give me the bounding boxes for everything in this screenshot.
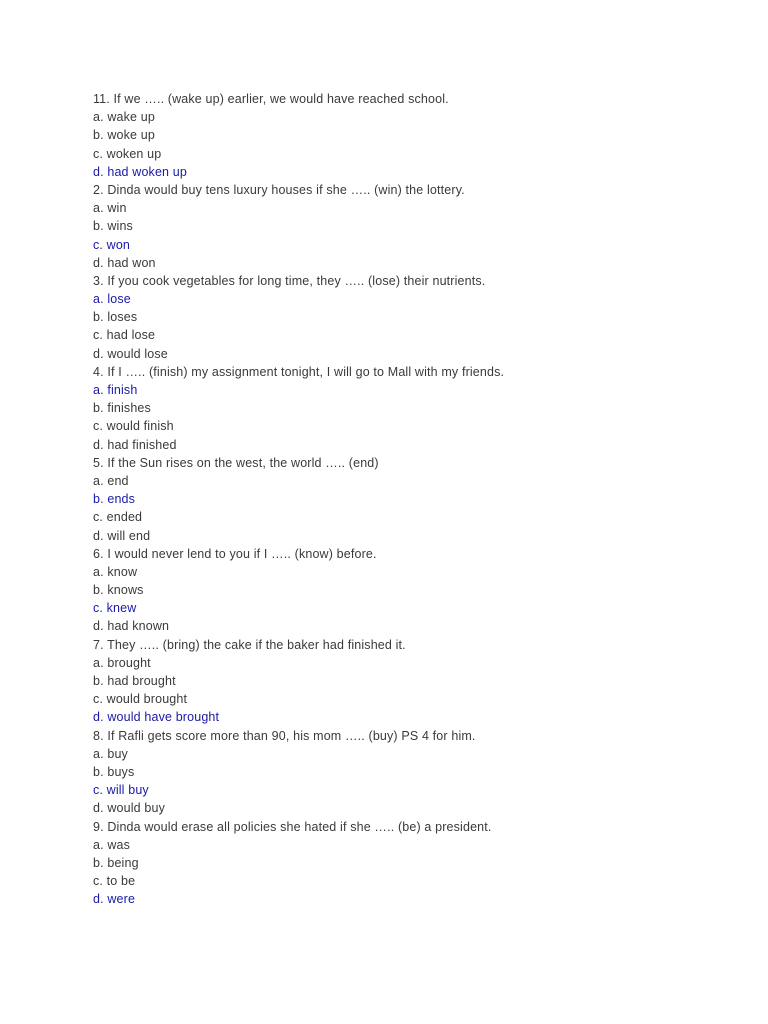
question-block xyxy=(93,272,733,363)
question-block xyxy=(93,90,733,181)
option: a. buy xyxy=(93,746,128,761)
answer-option: b. ends xyxy=(93,492,136,507)
question-block xyxy=(93,727,733,818)
quiz-document xyxy=(93,90,733,908)
answer-option: c. knew xyxy=(93,601,137,616)
option: b. loses xyxy=(93,310,138,325)
option: d. would lose xyxy=(93,346,168,361)
question-text: 2. Dinda would buy tens luxury houses if she ….. (win) the lottery. xyxy=(93,182,465,197)
option: c. to be xyxy=(93,874,136,889)
answer-option: d. had woken up xyxy=(93,164,187,179)
option: b. knows xyxy=(93,583,144,598)
option: c. ended xyxy=(93,510,143,525)
question-block xyxy=(93,818,733,909)
question-block xyxy=(93,454,733,545)
answer-option: a. lose xyxy=(93,292,131,307)
answer-option: c. will buy xyxy=(93,783,149,798)
question-block xyxy=(93,181,733,272)
option: b. wins xyxy=(93,219,133,234)
question-text: 6. I would never lend to you if I ….. (know) before. xyxy=(93,546,377,561)
question-block xyxy=(93,636,733,727)
question-text: 9. Dinda would erase all policies she hated if she ….. (be) a president. xyxy=(93,819,492,834)
question-text: 3. If you cook vegetables for long time, they ….. (lose) their nutrients. xyxy=(93,273,486,288)
answer-option: c. won xyxy=(93,237,131,252)
option: a. was xyxy=(93,837,131,852)
question-text: 11. If we ….. (wake up) earlier, we would have reached school. xyxy=(93,92,449,106)
option: b. being xyxy=(93,855,139,870)
answer-option: d. would have brought xyxy=(93,710,220,725)
option: b. finishes xyxy=(93,401,151,416)
question-text: 5. If the Sun rises on the west, the world ….. (end) xyxy=(93,455,379,470)
question-block xyxy=(93,545,733,636)
option: d. would buy xyxy=(93,801,165,816)
option: c. had lose xyxy=(93,328,156,343)
option: d. will end xyxy=(93,528,151,543)
option: c. woken up xyxy=(93,146,162,161)
option: a. wake up xyxy=(93,110,155,125)
option: b. woke up xyxy=(93,128,155,143)
option: a. brought xyxy=(93,655,151,670)
option: b. had brought xyxy=(93,674,176,688)
option: a. know xyxy=(93,564,138,579)
option: b. buys xyxy=(93,764,135,779)
answer-option: d. were xyxy=(93,892,136,907)
option: d. had won xyxy=(93,255,156,270)
option: c. would brought xyxy=(93,692,188,707)
option: d. had known xyxy=(93,619,170,634)
question-text: 8. If Rafli gets score more than 90, his mom ….. (buy) PS 4 for him. xyxy=(93,728,476,743)
option: d. had finished xyxy=(93,437,177,452)
question-text: 4. If I ….. (finish) my assignment tonight, I will go to Mall with my friends. xyxy=(93,364,505,379)
question-text: 7. They ….. (bring) the cake if the baker had finished it. xyxy=(93,637,406,652)
option: a. win xyxy=(93,201,127,216)
option: c. would finish xyxy=(93,419,174,434)
option: a. end xyxy=(93,473,129,488)
question-block xyxy=(93,363,733,454)
answer-option: a. finish xyxy=(93,383,138,397)
